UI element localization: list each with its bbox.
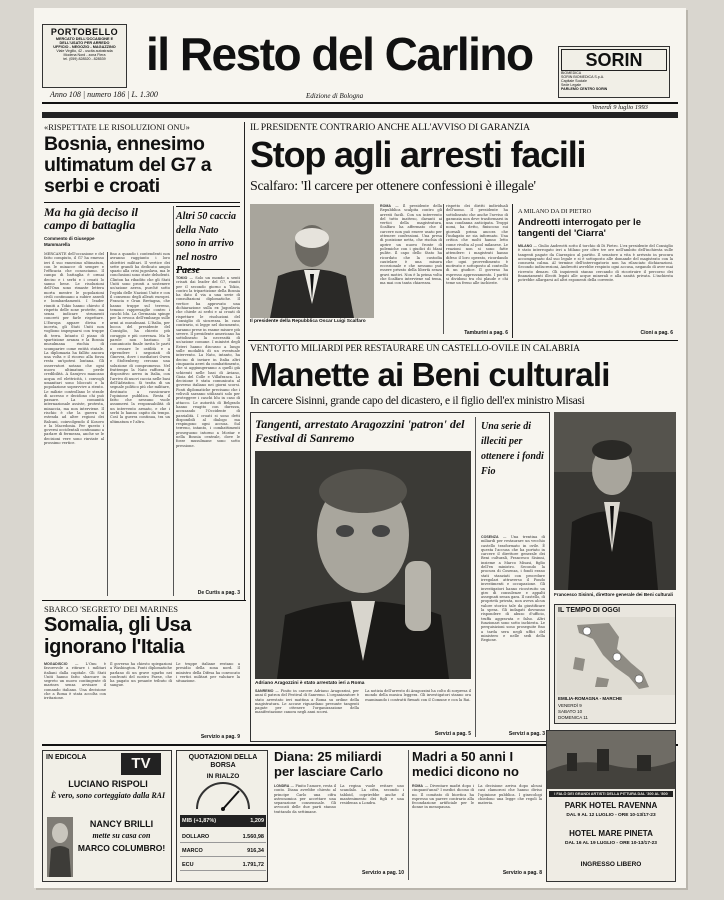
bosnia-sub: Ma ha già deciso il campo di battaglia — [44, 205, 139, 232]
beni-page-ref: Servizi a pag. 3 — [508, 731, 545, 737]
somalia-body-3: Le truppe italiane restano a presidio della zona nord. Il ministro della Difesa ha convocato i vertici militari per valutare la situazione. — [176, 662, 240, 684]
sorin-line: BIOMEDICA — [561, 71, 582, 75]
issue-date: Venerdì 9 luglio 1993 — [592, 104, 648, 111]
aragozzini-photo — [255, 451, 471, 679]
diana-body: LONDRA — Finito l'amore, resta il conto. Diana avrebbe chiesto al principe Carlo una cifra astronomica per accettare una separazione consensuale. Gli avvocati delle due parti stanno trattando da settimane. — [274, 784, 336, 814]
scalfaro-caption: Il presidente della Repubblica Oscar Luigi Scalfaro — [250, 319, 366, 324]
ravenna-ad — [546, 730, 676, 882]
diana-body-2: La regina vuole evitare uno scandalo. La cifra, secondo i tabloid, coprirebbe anche il mantenimento dei figli e una residenza a Londra. — [340, 784, 404, 806]
bosnia-dateline: TOKIO — [176, 276, 188, 280]
bosnia-headline: Bosnia, ennesimo ultimatum del G7 a serbi e croati — [44, 133, 212, 197]
bosnia-page-ref: De Curtis a pag. 3 — [197, 590, 240, 596]
edition: Edizione di Bologna — [306, 92, 364, 100]
diana-headline: Diana: 25 miliardi per lasciare Carlo — [274, 749, 384, 779]
bosnia-body-2: fino a quando i contendenti non avranno raggiunto i loro obiettivi militari. Il vertice dei sette grandi ha dedicato ampio spazio alla crisi jugoslava, ma le conclusioni sono state deludenti. Clinton ha ribadito che gli Stati Uniti sono pronti a sostenere un'azione aerea, purché sotto l'egida delle Nazioni Unite e con il consenso degli alleati europei. Francia e Gran Bretagna, che hanno truppe sul terreno, temono rappresaglie contro i caschi blu. La Germania spinge per la revoca dell'embargo sulle armi ai musulmani. L'Italia, per bocca del presidente del Consiglio, ha chiesto più coraggio e più coerenza. Ma le parole non bastano. Il comunicato finale invita le parti a cessare le ostilità e a riprendere i negoziati di Ginevra, dove i mediatori Owen e Stoltenberg cercano una soluzione di compromesso. Nel frattempo la Nato rafforza il dispositivo aereo in Italia, con l'arrivo di nuovi caccia nelle basi dell'Adriatico. Si tratta di un segnale politico più che militare, destinato a rassicurare l'opinione pubblica. Resta il fatto che nessuno vuole assumersi la responsabilità di un intervento armato, e che i serbi lo hanno capito da tempo. Così la guerra continua, tra un ultimatum e l'altro. — [110, 252, 170, 424]
andreotti-kicker: A MILANO DA DI PIETRO — [518, 208, 592, 215]
sorin-line: PARLEMO CENTRO SORIN — [561, 87, 608, 91]
bosnia-col-3: TOKIO — Solo un mondo a senti crisati dai leader del G7, riuniti per il secondo giorno a Tokio, contro la tripartizione della Bosnia ha dato il via a una serie di consultazioni diplomatiche. Il vertice ha approvato una dichiarazione sulla ex Jugoslavia che chiede ai serbi e ai croati di rispettare le risoluzioni del Consiglio di sicurezza. In caso contrario, si legge nel documento, saranno prese in esame misure più severe. Il presidente americano ha sottolineato la necessità di un'azione comune. I ministri degli Esteri hanno discusso a lungo sulle modalità di un eventuale intervento. La Nato, intanto, ha deciso di inviare in Italia altri cinquanta aerei da combattimento, che si aggiungeranno a quelli già schierati nelle basi di Aviano, Gioia del Colle e Villafranca. La decisione è stata comunicata al governo italiano nei giorni scorsi. Fonti diplomatiche precisano che i velivoli saranno utilizzati solo per proteggere i caschi blu in caso di attacco. Le autorità di Belgrado hanno reagito con durezza, accusando l'Occidente di parzialità. I croati si sono detti disponibili al dialogo ma respingono ogni accusa. Sul terreno, intanto, i combattimenti proseguono intorno a Mostar e nella Bosnia centrale, dove le forze musulmane sono sotto pressione. — [176, 276, 240, 448]
ravenna-ad-image — [547, 731, 675, 789]
somalia-dateline: MOGADISCIO — [44, 662, 68, 666]
brilli-photo — [47, 817, 73, 877]
lead-subhead: Scalfaro: 'Il carcere per ottenere confessioni è illegale' — [250, 179, 536, 194]
rispoli-quote: È vero, sono corteggiato dalla RAI — [50, 791, 166, 800]
brilli-line: mette su casa con — [92, 831, 151, 840]
borsa-row — [180, 831, 266, 843]
aragozzini-dateline: SANREMO — [255, 689, 274, 693]
weather-row: DOMENICA 11 — [558, 715, 588, 720]
bosnia-body: MERCANTE dell'occasione e del fatto compiuto, il G7 ha emesso ieri il suo ennesimo ultimatum, con le minacce di sempre e l'efficacia che conosciamo. Il campo di battaglia è ormai deciso e i serbi e i croati lo sanno bene. Le risoluzioni dell'Onu sono rimaste lettera morta mentre le popolazioni civili continuano a subire assedi e bombardamenti. I leader riuniti a Tokio hanno chiesto il rispetto delle zone protette, ma senza indicare strumenti concreti per farle rispettare. L'Europa appare divisa e incerta, gli Stati Uniti non vogliono impegnarsi con truppe di terra. Intanto il piano di spartizione avanza e la Bosnia musulmana rischia di scomparire come entità statale. La diplomazia ha fallito ancora una volta e il ricorso alla forza resta un'ipotesi lontana. Gli osservatori notano che ogni nuovo ultimatum perde credibilità. A Sarajevo mancano acqua ed elettricità, i convogli umanitari sono bloccati e la popolazione sopravvive a stento. Le milizie controllano le strade di accesso e decidono chi può passare. La comunità internazionale assiste, protesta, minaccia, ma non interviene. Il rischio è che la guerra si estenda ad altre regioni dei Balcani, coinvolgendo il Kosovo e la Macedonia. Per questo i governi occidentali continuano a parlare di fermezza, anche se le decisioni vere sono rinviate al prossimo vertice. — [44, 252, 104, 446]
sisinni-portrait — [554, 412, 676, 590]
masthead-rule-bar — [42, 112, 678, 118]
issue-year: Anno 108 — [50, 90, 81, 99]
portobello-line: Modena Nord - zona Fiera — [63, 53, 106, 57]
bosnia-kicker: «RISPETTATE LE RISOLUZIONI ONU» — [44, 122, 190, 132]
italy-weather-map — [557, 617, 675, 695]
section-rule — [42, 600, 246, 601]
borsa-value: 916,34 — [247, 848, 264, 854]
borsa-box — [176, 750, 268, 882]
lead-kicker: IL PRESIDENTE CONTRARIO ANCHE ALL'AVVISO DI GARANZIA — [250, 122, 530, 133]
ravenna-hotel-1: PARK HOTEL RAVENNA — [564, 801, 658, 810]
sisinni-caption: Francesco Sisinni, direttore generale dei Beni culturali — [554, 592, 673, 597]
weather-title: IL TEMPO DI OGGI — [558, 607, 621, 614]
borsa-state: IN RIALZO — [206, 773, 240, 780]
issue-number: numero 186 — [87, 90, 126, 99]
portobello-ad — [42, 24, 127, 88]
aragozzini-caption: Adriano Aragozzini è stato arrestato ieri a Roma — [255, 681, 365, 686]
ravenna-hotel-2: HOTEL MARE PINETA — [569, 829, 653, 838]
rispoli-name: LUCIANO RISPOLI — [68, 779, 148, 789]
ravenna-dates-1: DAL 9 AL 12 LUGLIO - ORE 10-13/17-23 — [566, 813, 656, 818]
sorin-line: Capitale Sociale — [561, 79, 587, 83]
borsa-label: MARCO — [182, 848, 203, 854]
somalia-body-2: Il governo ha chiesto spiegazioni a Washington. Fonti diplomatiche parlano di un grave sgarbo nei confronti del nostro Paese, che ha pagato un pesante tributo di sangue. — [110, 662, 172, 688]
borsa-gauge — [193, 781, 253, 811]
weather-box — [554, 604, 676, 724]
rispoli-label: IN EDICOLA — [46, 754, 87, 761]
aragozzini-headline: Tangenti, arrestato Aragozzini 'patron' del Festival di Sanremo — [255, 417, 465, 445]
rispoli-promo — [42, 750, 172, 882]
portobello-line: DELL'USATO PER ARREDO — [59, 41, 110, 45]
ravenna-top-line: I FALÒ DEI GRANDI ARTISTI DELLA PITTURA DAL '300 AL '800 — [549, 791, 673, 797]
portobello-line: UFFICIO - NEGOZIO - MAGAZZINO — [53, 45, 116, 49]
fio-side: Una serie di illeciti per ottenere i fondi Fio — [481, 421, 544, 477]
scalfaro-portrait — [250, 204, 374, 318]
sorin-line: SORIN BIOMEDICA S.p.A. — [561, 75, 605, 79]
somalia-kicker: SBARCO 'SEGRETO' DEI MARINES — [44, 604, 178, 614]
beni-dateline: COSENZA — [481, 535, 499, 539]
lead-headline: Stop agli arresti facili — [250, 134, 586, 175]
lead-dateline: ROMA — [380, 204, 391, 208]
aragozzini-body-2: La notizia dell'arresto di Aragozzini ha colto di sorpresa il mondo della musica leggera. Gli investigatori stanno ora esaminando i contratti firmati con il Comune e con la Rai. — [365, 689, 471, 702]
column-rule — [107, 252, 108, 596]
andreotti-page-ref: Cioni a pag. 6 — [640, 330, 673, 336]
lead-body-2: rispetto dei diritti individuali dell'uomo. Il presidente ha sottolineato che anche l'avviso di garanzia non deve trasformarsi in una condanna anticipata. Troppi nomi, ha detto, finiscono sui giornali prima ancora che l'indagato ne sia informato. Una critica che molti hanno letto come rivolta al pool milanese. Le reazioni non si sono fatte attendere: i magistrati hanno difeso il loro operato, ricordando che ogni provvedimento è motivato e sottoposto al controllo di un giudice. Il governo ha espresso apprezzamento. I partiti si dividono tra chi plaude e chi teme un freno alle inchieste. — [446, 204, 508, 286]
column-rule — [173, 206, 174, 596]
column-rule — [408, 750, 409, 880]
borsa-value: 1.791,72 — [242, 862, 264, 868]
lead-body: ROMA — Il presidente della Repubblica scalpita contro gli arresti facili. Con un intervento del tutto inatteso, davanti ai vertici della magistratura, Scalfaro ha affermato che il carcere non può essere usato per ottenere confessioni. Una presa di posizione netta, che rischia di aprire un nuovo fronte di polemiche con i giudici di Mani pulite. Il capo dello Stato ha ricordato che la custodia cautelare è una misura eccezionale e che nessuno può essere privato della libertà senza gravi motivi. Non è la prima volta che Scalfaro interviene sul tema, ma mai con tanta chiarezza. — [380, 204, 442, 286]
borsa-row — [180, 859, 266, 871]
portobello-line: tel. (059) 828520 - 828539 — [63, 57, 106, 61]
borsa-row — [180, 845, 266, 857]
column-rule — [512, 204, 513, 338]
somalia-page-ref: Servizio a pag. 9 — [200, 734, 240, 740]
ravenna-bottom-line: INGRESSO LIBERO — [580, 861, 642, 868]
weather-region: EMILIA-ROMAGNA - MARCHE — [558, 696, 623, 701]
scalfaro-photo — [250, 204, 374, 318]
madri-body-2: La decisione arriva dopo alcuni casi clamorosi che hanno diviso l'opinione pubblica. I ginecologi chiedono una legge che regoli la materia. — [478, 784, 542, 806]
beni-body: COSENZA — Una trentina di miliardi per restaurare un vecchio castello trasformato in ovile. È questa l'accusa che ha portato in carcere il direttore generale dei Beni culturali, Francesco Sisinni, insieme a Marco Misasi, figlio dell'ex ministro. Secondo la procura di Cosenza, i fondi erano stati stanziati con procedure irregolari attraverso il Fondo investimenti e occupazione. Gli investigatori hanno ricostruito un giro di consulenze e appalti assegnati senza gara. Il castello, di proprietà privata, non aveva alcun valore storico tale da giustificare la spesa. Gli indagati dovranno rispondere di abuso d'ufficio, truffa aggravata e falso. Altri funzionari sono sotto inchiesta. Le perquisizioni sono proseguite fino a tarda sera negli uffici del ministero e nelle sedi della Regione. — [481, 535, 545, 643]
madri-dateline: ROMA — [412, 784, 423, 788]
rispoli-magazine: TV — [121, 753, 161, 775]
beni-headline: Manette ai Beni culturali — [250, 356, 610, 393]
andreotti-headline: Andreotti interrogato per le tangenti del 'Ciarra' — [518, 217, 641, 239]
portobello-title: PORTOBELLO — [50, 27, 119, 37]
borsa-label: ECU — [182, 862, 194, 868]
sorin-line: Sede Legale — [561, 83, 582, 87]
madri-body: ROMA — Diventare madri dopo i cinquant'anni? I medici dicono di no. Il comitato di bioetica ha espresso un parere contrario alla fecondazione artificiale per le donne in menopausa. — [412, 784, 474, 810]
aragozzini-portrait — [255, 451, 471, 679]
portobello-line: MERCATO DELL'OCCASIONE E — [55, 37, 114, 41]
andreotti-body: MILANO — Giulio Andreotti sotto il torchio di Di Pietro. L'ex presidente del Consiglio è stato interrogato ieri a Milano per oltre tre ore nell'ambito dell'inchiesta sulle tangenti pagate da Ciarrapico al partito. Il senatore a vita è arrivato in procura accompagnato dal suo legale e si è sottoposto alle domande del magistrato con la consueta calma. Al termine dell'interrogatorio non ha rilasciato dichiarazioni. Secondo indiscrezioni, Andreotti avrebbe respinto ogni accusa, negando di aver mai ricevuto denaro. Gli inquirenti stanno cercando di ricostruire il percorso dei finanziamenti illeciti legati alle acque minerali e alla sanità privata. L'inchiesta potrebbe allargarsi ad altri esponenti della corrente. — [518, 244, 673, 283]
borsa-value: 1,209 — [250, 818, 264, 824]
column-rule — [443, 204, 444, 334]
beni-subhead: In carcere Sisinni, grande capo del dicastero, e il figlio dell'ex ministro Misasi — [250, 395, 585, 407]
bosnia-side-box — [176, 206, 240, 276]
sorin-title: SORIN — [561, 49, 667, 71]
masthead-title: il Resto del Carlino — [146, 28, 533, 80]
issue-info: Anno 108 | numero 186 | L. 1.300 — [50, 90, 158, 99]
borsa-label: DOLLARO — [182, 834, 210, 840]
columbro-name: MARCO COLUMBRO! — [77, 843, 166, 853]
lead-page-ref: Tamburini a pag. 6 — [464, 330, 508, 336]
weather-row: VENERDÌ 9 — [558, 703, 582, 708]
bosnia-byline: Commento di Giuseppe Mammarella — [44, 236, 95, 247]
somalia-headline: Somalia, gli Usa ignorano l'Italia — [44, 614, 191, 658]
issue-price: L. 1.300 — [131, 90, 158, 99]
diana-dateline: LONDRA — [274, 784, 290, 788]
sorin-ad — [558, 46, 670, 98]
portobello-line: Viale Virgilio, 42 - uscita autostrada — [56, 49, 113, 53]
madri-headline: Madri a 50 anni I medici dicono no — [412, 749, 519, 779]
somalia-body: MOGADISCIO — L'Onu è favorevole a ritirare i militari italiani dalla capitale. Gli Stati Uniti hanno fatto sbarcare in segreto un nuovo contingente di marines senza avvisare il comando italiano. Una decisione che a Roma è stata accolta con irritazione. — [44, 662, 106, 701]
section-rule — [248, 340, 678, 341]
borsa-label: MIB (+1,87%) — [182, 818, 217, 824]
sisinni-photo — [554, 412, 676, 590]
andreotti-dateline: MILANO — [518, 244, 533, 248]
column-rule — [244, 122, 245, 600]
bosnia-side: Altri 50 caccia della Nato sono in arrivo nel nostro Paese — [176, 211, 236, 276]
diana-page-ref: Servizio a pag. 10 — [362, 870, 404, 876]
ravenna-dates-2: DAL 16 AL 19 LUGLIO - ORE 10-13/17-23 — [565, 841, 657, 846]
beni-kicker: VENTOTTO MILIARDI PER RESTAURARE UN CASTELLO-OVILE IN CALABRIA — [250, 344, 580, 354]
aragozzini-page-ref: Servizi a pag. 5 — [434, 731, 471, 737]
borsa-title: QUOTAZIONI DELLA BORSA — [188, 754, 258, 769]
bosnia-rule — [44, 202, 240, 203]
borsa-value: 1.560,98 — [242, 834, 264, 840]
aragozzini-box — [250, 412, 550, 742]
masthead-rule — [42, 102, 678, 104]
madri-page-ref: Servizio a pag. 8 — [502, 870, 542, 876]
brilli-name: NANCY BRILLI — [89, 819, 154, 829]
weather-row: SABATO 10 — [558, 709, 583, 714]
newspaper-front-page — [34, 8, 686, 888]
aragozzini-body: SANREMO — Finito in carcere Adriano Aragozzini, per anni il patron del Festival di Sanremo. L'organizzatore è stato arrestato ieri mattina a Roma su ordine della magistratura. Le accuse riguardano presunte tangenti pagate per ottenere l'organizzazione della manifestazione canora negli anni scorsi. — [255, 689, 359, 715]
borsa-row — [180, 815, 266, 827]
column-rule — [475, 417, 476, 737]
